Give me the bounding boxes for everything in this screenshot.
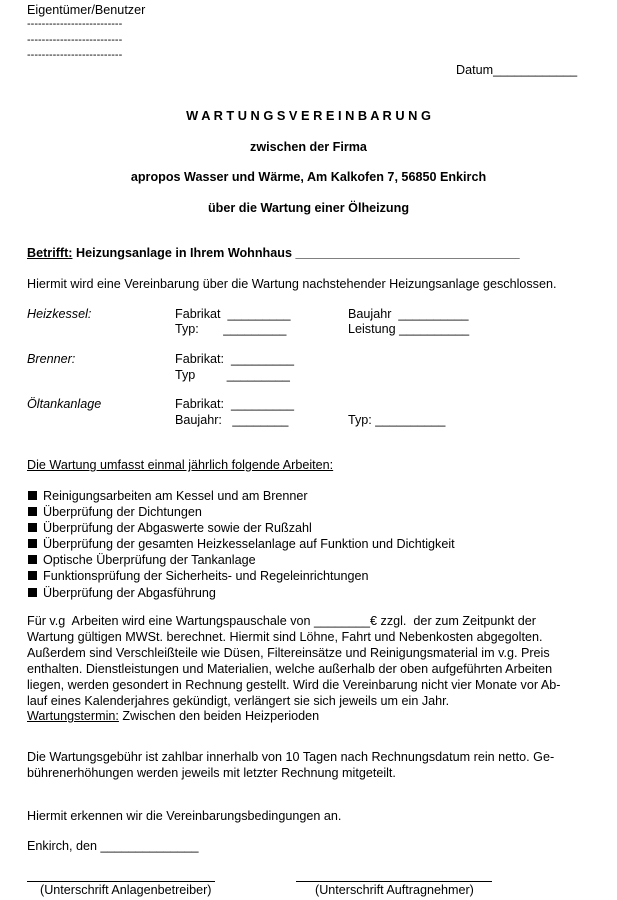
payment-line: bührenerhöhungen werden jeweils mit letzter Rechnung mitgeteilt. — [27, 765, 396, 780]
company-line: apropos Wasser und Wärme, Am Kalkofen 7, 56850 Enkirch — [130, 170, 487, 184]
place-date: Enkirch, den ______________ — [27, 839, 199, 853]
task-text: Funktionsprüfung der Sicherheits- und Regeleinrichtungen — [43, 569, 369, 584]
bullet-square-icon — [28, 523, 37, 532]
termin-line — [27, 709, 602, 725]
signature-label-right: (Unterschrift Auftragnehmer) — [315, 883, 474, 897]
list-item — [27, 585, 455, 601]
acknowledge-text: Hiermit erkennen wir die Vereinbarungsbedingungen an. — [27, 809, 342, 823]
heizkessel-typ: Typ: _________ — [175, 322, 287, 336]
task-text: Optische Überprüfung der Tankanlage — [43, 553, 256, 568]
date-field: Datum____________ — [456, 63, 578, 77]
payment-line: Die Wartungsgebühr ist zahlbar innerhalb von 10 Tagen nach Rechnungsdatum rein netto. Ge- — [27, 750, 555, 764]
fee-line: liegen, werden gesondert in Rechnung gestellt. Wird die Vereinbarung nicht vier Monate vor Ab- — [27, 677, 561, 692]
document-title: W A R T U N G S V E R E I N B A R U N G — [186, 108, 431, 123]
bullet-square-icon — [28, 539, 37, 548]
tasks-list — [27, 488, 455, 601]
heizkessel-leistung: Leistung __________ — [348, 322, 470, 336]
fee-line: Außerdem sind Verschleißteile wie Düsen, Filtereinsätze und Reinigungsmaterial im v.g. Preis — [27, 645, 550, 660]
list-item — [27, 536, 455, 552]
owner-label: Eigentümer/Benutzer — [27, 3, 146, 17]
task-text: Reinigungsarbeiten am Kessel und am Brenner — [43, 489, 308, 503]
bullet-square-icon — [28, 555, 37, 564]
list-item — [27, 552, 455, 568]
fee-line: Wartung gültigen MWSt. berechnet. Hiermit sind Löhne, Fahrt und Nebenkosten abgegolten. — [27, 629, 543, 644]
owner-line-1: -------------------------- — [27, 18, 123, 30]
oeltank-label: Öltankanlage — [27, 397, 102, 411]
brenner-typ: Typ _________ — [175, 368, 290, 382]
signature-line-left — [27, 881, 215, 882]
brenner-fabrikat: Fabrikat: _________ — [175, 352, 295, 366]
fee-line: lauf eines Kalenderjahres gekündigt, verlängert sie sich jeweils um ein Jahr. — [27, 693, 450, 708]
heizkessel-fabrikat: Fabrikat _________ — [175, 307, 291, 321]
owner-line-3: -------------------------- — [27, 49, 123, 61]
oeltank-fabrikat: Fabrikat: _________ — [175, 397, 295, 411]
payment-paragraph — [27, 750, 602, 782]
intro-text: Hiermit wird eine Vereinbarung über die Wartung nachstehender Heizungsanlage geschlossen. — [27, 277, 557, 291]
list-item — [27, 504, 455, 520]
bullet-square-icon — [28, 571, 37, 580]
task-text: Überprüfung der gesamten Heizkesselanlage auf Funktion und Dichtigkeit — [43, 537, 455, 552]
brenner-label: Brenner: — [27, 352, 76, 366]
fee-line: enthalten. Dienstleistungen und Materialien, welche außerhalb der oben aufgeführten Arbeiten — [27, 661, 553, 676]
task-text: Überprüfung der Abgasführung — [43, 585, 216, 600]
heizkessel-label: Heizkessel: — [27, 307, 92, 321]
heizkessel-baujahr: Baujahr __________ — [348, 307, 469, 321]
list-item — [27, 568, 455, 584]
signature-line-right — [296, 881, 492, 882]
fee-line: Für v.g Arbeiten wird eine Wartungspauschale von ________€ zzgl. der zum Zeitpunkt der — [27, 614, 536, 628]
task-text: Überprüfung der Dichtungen — [43, 505, 202, 520]
task-text: Überprüfung der Abgaswerte sowie der Rußzahl — [43, 521, 312, 536]
list-item — [27, 520, 455, 536]
bullet-square-icon — [28, 588, 37, 597]
termin-label: Wartungstermin: — [27, 709, 119, 724]
subject-label: Betrifft: — [27, 246, 73, 260]
signature-label-left: (Unterschrift Anlagenbetreiber) — [40, 883, 212, 897]
subject-line — [27, 246, 520, 261]
bullet-square-icon — [28, 507, 37, 516]
subject-text: Heizungsanlage in Ihrem Wohnhaus ________________________________ — [72, 246, 520, 260]
oeltank-typ: Typ: __________ — [348, 413, 446, 427]
bullet-square-icon — [28, 491, 37, 500]
fee-paragraph — [27, 614, 602, 725]
owner-line-2: -------------------------- — [27, 34, 123, 46]
list-item — [27, 488, 455, 504]
termin-text: Zwischen den beiden Heizperioden — [118, 709, 320, 724]
oeltank-baujahr: Baujahr: ________ — [175, 413, 289, 427]
tasks-heading: Die Wartung umfasst einmal jährlich folgende Arbeiten: — [27, 458, 334, 472]
document-subtitle: zwischen der Firma — [250, 140, 367, 154]
about-line: über die Wartung einer Ölheizung — [207, 201, 410, 215]
